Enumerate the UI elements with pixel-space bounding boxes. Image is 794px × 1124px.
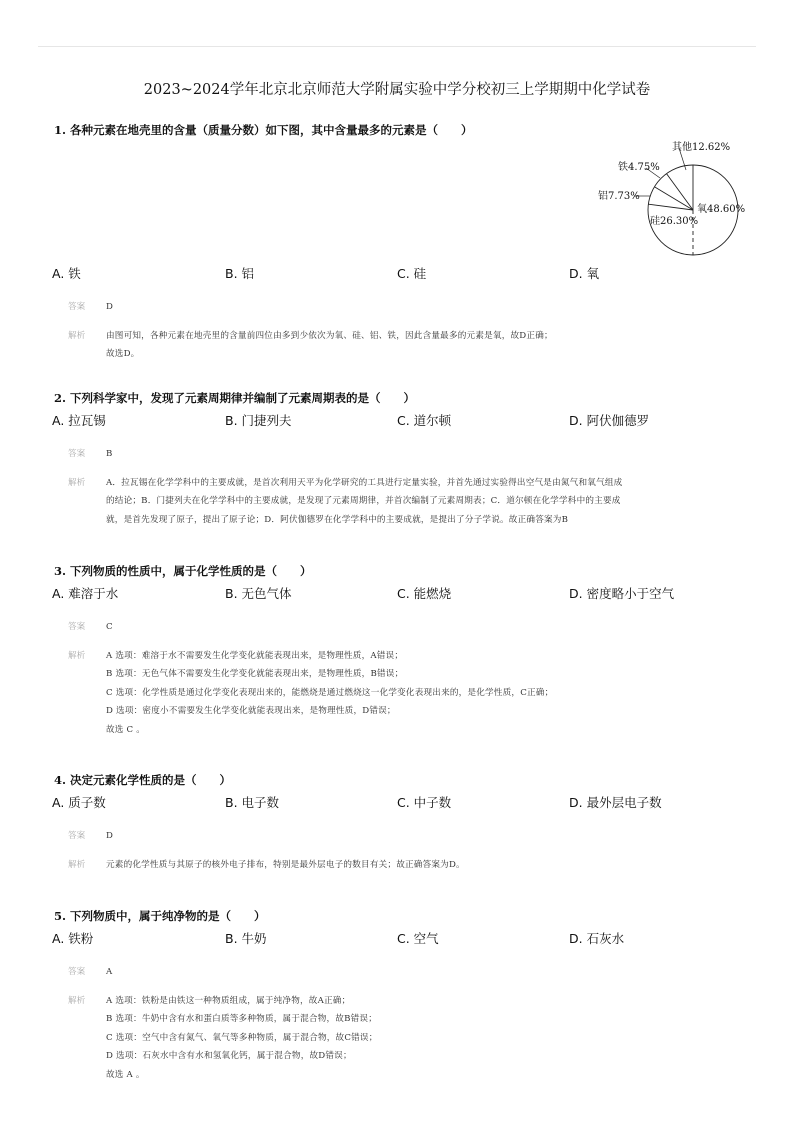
analysis-line: 故选 A 。 — [106, 1069, 145, 1080]
question-1-stem: 1. 各种元素在地壳里的含量（质量分数）如下图，其中含量最多的元素是（ ） — [54, 123, 473, 137]
analysis-label: 解析 — [68, 859, 86, 870]
q5-option-c[interactable]: C. 空气 — [397, 931, 439, 946]
q2-option-b[interactable]: B. 门捷列夫 — [225, 413, 292, 428]
q5-option-a[interactable]: A. 铁粉 — [52, 931, 94, 946]
question-4-answer-block — [68, 827, 752, 874]
analysis-line: B 选项：牛奶中含有水和蛋白质等多种物质，属于混合物，故B错误； — [106, 1014, 377, 1024]
question-1-answer: D — [106, 302, 114, 312]
analysis-line: C 选项：化学性质是通过化学变化表现出来的，能燃烧是通过燃烧这一化学变化表现出来的，是化学性质，C正确； — [106, 687, 554, 698]
pie-label-iron: 铁4.75% — [618, 162, 660, 173]
analysis-line: A．拉瓦锡在化学学科中的主要成就，是首次利用天平为化学研究的工具进行定量实验，并首先通过实验得出空气是由氮气和氧气组成 — [106, 477, 623, 488]
pie-label-oxygen: 氧48.60% — [697, 204, 746, 215]
question-4-options — [52, 793, 752, 811]
analysis-label: 解析 — [68, 330, 86, 341]
analysis-line: 故选 C 。 — [106, 724, 146, 735]
analysis-label: 解析 — [68, 477, 86, 488]
question-5-answer: A — [106, 967, 113, 977]
question-3-stem: 3. 下列物质的性质中，属于化学性质的是（ ） — [54, 564, 312, 578]
analysis-line: 元素的化学性质与其原子的核外电子排布，特别是最外层电子的数目有关；故正确答案为D。 — [106, 859, 465, 870]
answer-label: 答案 — [68, 449, 86, 459]
analysis-line: D 选项：密度小不需要发生化学变化就能表现出来，是物理性质，D错误； — [106, 706, 396, 716]
answer-label: 答案 — [68, 302, 86, 312]
question-3-options — [52, 584, 752, 602]
question-5-options — [52, 929, 752, 947]
pie-label-silicon: 硅26.30% — [650, 216, 699, 227]
q4-option-a[interactable]: A. 质子数 — [52, 795, 106, 810]
analysis-line: 的结论；B．门捷列夫在化学学科中的主要成就，是发现了元素周期律，并首次编制了元素周期表；C．道尔顿在化学学科中的主要成 — [106, 496, 621, 506]
answer-label: 答案 — [68, 622, 86, 632]
page-title: 2023~2024学年北京北京师范大学附属实验中学分校初三上学期期中化学试卷 — [143, 82, 651, 98]
analysis-line: B 选项：无色气体不需要发生化学变化就能表现出来，是物理性质，B错误； — [106, 669, 404, 679]
question-2-analysis — [106, 474, 752, 530]
question-4-answer: D — [106, 831, 114, 841]
question-2-options — [52, 411, 752, 429]
q1-option-a[interactable]: A. 铁 — [52, 266, 81, 281]
question-5 — [52, 908, 752, 1084]
q2-option-a[interactable]: A. 拉瓦锡 — [52, 413, 106, 428]
q5-option-d[interactable]: D. 石灰水 — [569, 931, 625, 946]
analysis-line: 就，是首先发现了原子，提出了原子论；D．阿伏伽德罗在化学学科中的主要成就，是提出了分子学说。故正确答案为B — [106, 514, 569, 525]
question-4 — [52, 772, 752, 874]
question-2-answer: B — [106, 449, 113, 459]
question-4-stem: 4. 决定元素化学性质的是（ ） — [54, 773, 232, 787]
analysis-line: 由图可知，各种元素在地壳里的含量前四位由多到少依次为氧、硅、铝、铁，因此含量最多的元素是氧，故D正确； — [106, 330, 553, 341]
q2-option-c[interactable]: C. 道尔顿 — [397, 413, 452, 428]
q4-option-d[interactable]: D. 最外层电子数 — [569, 795, 662, 810]
question-2-answer-block — [68, 445, 752, 529]
analysis-line: A 选项：铁粉是由铁这一种物质组成，属于纯净物，故A正确； — [106, 995, 351, 1006]
question-5-analysis — [106, 992, 752, 1085]
question-5-answer-block — [68, 963, 752, 1084]
pie-label-aluminum: 铝7.73% — [598, 191, 640, 202]
question-3-answer: C — [106, 622, 113, 632]
q1-option-b[interactable]: B. 铝 — [225, 266, 255, 281]
q3-option-b[interactable]: B. 无色气体 — [225, 586, 292, 601]
q3-option-d[interactable]: D. 密度略小于空气 — [569, 586, 675, 601]
q1-option-c[interactable]: C. 硅 — [397, 266, 427, 281]
answer-label: 答案 — [68, 831, 86, 841]
question-5-stem: 5. 下列物质中，属于纯净物的是（ ） — [54, 909, 266, 923]
analysis-label: 解析 — [68, 650, 86, 661]
q5-option-b[interactable]: B. 牛奶 — [225, 931, 267, 946]
analysis-line: A 选项：难溶于水不需要发生化学变化就能表现出来，是物理性质，A错误； — [106, 650, 404, 661]
question-1-answer-block — [68, 298, 752, 364]
q4-option-c[interactable]: C. 中子数 — [397, 795, 452, 810]
analysis-line: C 选项：空气中含有氮气、氧气等多种物质，属于混合物，故C错误； — [106, 1032, 378, 1043]
question-1-analysis — [106, 327, 752, 364]
header-rule — [38, 46, 756, 47]
analysis-line: 故选D。 — [106, 349, 140, 359]
question-2-stem: 2. 下列科学家中，发现了元素周期律并编制了元素周期表的是（ ） — [54, 391, 416, 405]
question-4-analysis — [106, 856, 752, 875]
question-3-answer-block — [68, 618, 752, 739]
question-1 — [52, 122, 752, 364]
q3-option-c[interactable]: C. 能燃烧 — [397, 586, 452, 601]
q3-option-a[interactable]: A. 难溶于水 — [52, 586, 119, 601]
question-3 — [52, 563, 752, 739]
q4-option-b[interactable]: B. 电子数 — [225, 795, 280, 810]
question-1-options — [52, 264, 752, 282]
pie-label-other: 其他12.62% — [672, 142, 731, 153]
q1-option-d[interactable]: D. 氧 — [569, 266, 600, 281]
question-3-analysis — [106, 647, 752, 740]
answer-label: 答案 — [68, 967, 86, 977]
analysis-line: D 选项：石灰水中含有水和氢氧化钙，属于混合物，故D错误； — [106, 1051, 352, 1061]
q2-option-d[interactable]: D. 阿伏伽德罗 — [569, 413, 650, 428]
analysis-label: 解析 — [68, 995, 86, 1006]
question-2 — [52, 390, 752, 529]
